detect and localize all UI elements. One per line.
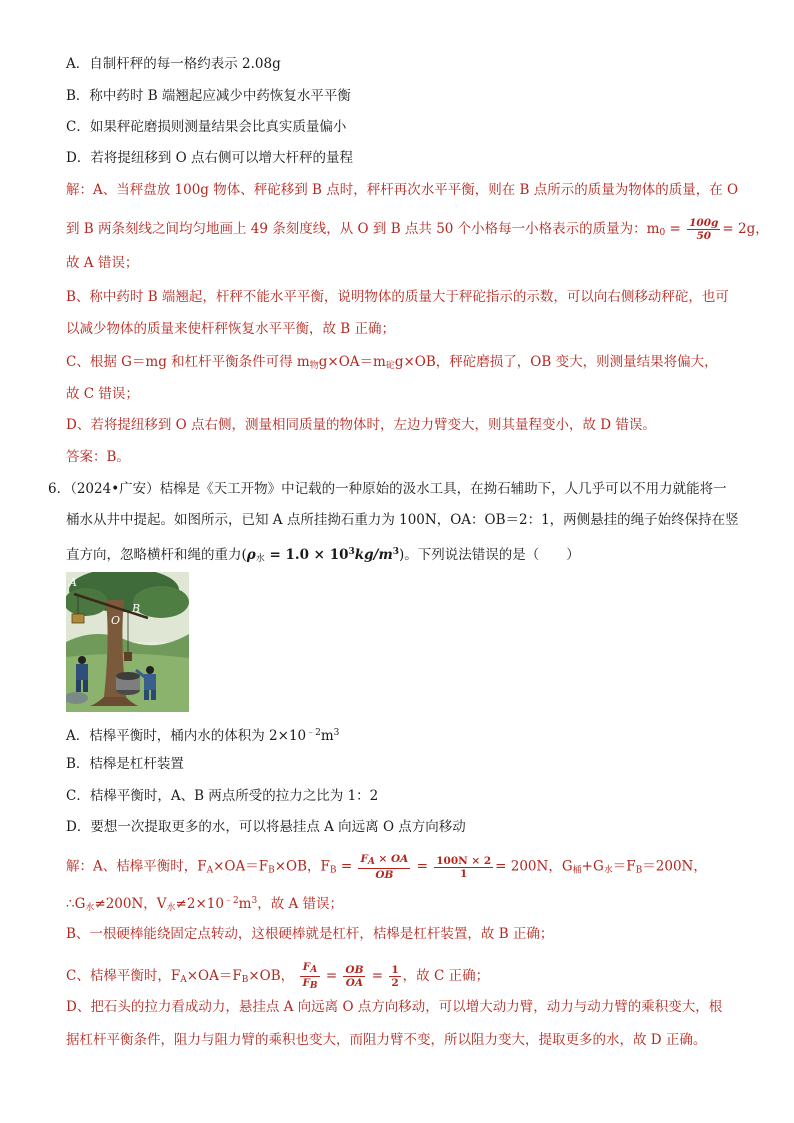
q5-a2-pre: 到 B 两条刻线之间均匀地画上 49 条刻度线，从 O 到 B 点共 50 个小格每一小格表示的质量为：m bbox=[66, 221, 660, 237]
sub: A bbox=[180, 975, 187, 985]
q6-a1-fraction1 bbox=[358, 853, 410, 881]
q5-option-b: B．称中药时 B 端翘起应减少中药恢复水平平衡 bbox=[66, 88, 351, 104]
q6-c1-m1: ×OA＝F bbox=[186, 968, 242, 984]
fraction-denominator: 1 bbox=[460, 867, 468, 880]
q5-c1-sub1: 物 bbox=[309, 361, 319, 371]
fraction-numerator: 100g bbox=[689, 217, 719, 229]
sub: B bbox=[635, 865, 643, 876]
q6-stem-line2: 桶水从井中提起。如图所示，已知 A 点所挂拗石重力为 100N，OA：OB＝2：1，两侧悬挂的绳子始终保持在竖 bbox=[66, 512, 739, 528]
rho-symbol: ρ bbox=[246, 547, 256, 563]
q6-stem3-post: )。下列说法错误的是（ ） bbox=[399, 547, 580, 563]
q5-c1-sub2: 砣 bbox=[385, 361, 395, 371]
sub: A bbox=[367, 857, 375, 867]
q5-solution-a-line3: 故 A 错误； bbox=[66, 255, 139, 271]
fraction-numerator: 1 bbox=[391, 964, 399, 976]
q6-stem3-unit-exp: 3 bbox=[392, 547, 400, 557]
q5-answer: 答案：B。 bbox=[66, 449, 130, 465]
q6-stem-line1: 6．（2024•广安）桔槔是《天工开物》中记载的一种原始的汲水工具，在拗石辅助下，人几乎可以不用力就能将一 bbox=[48, 481, 727, 497]
sub: A bbox=[206, 865, 214, 876]
q6-a1-post4: ＝200N， bbox=[642, 858, 707, 875]
q6-c1-post: ，故 C 正确； bbox=[402, 968, 490, 984]
point-o-label: O bbox=[111, 614, 121, 627]
sub: A bbox=[310, 965, 318, 975]
q5-a2-sub: 0 bbox=[659, 228, 666, 238]
q6-solution-a-line2 bbox=[66, 891, 343, 918]
q6-solution-d-line1: D、把石头的拉力看成动力，悬挂点 A 向远离 O 点方向移动，可以增大动力臂，动力与动力臂的乘积变大，根 bbox=[66, 999, 723, 1015]
q6-solution-a-line1 bbox=[66, 853, 707, 881]
sub: B bbox=[329, 865, 337, 876]
q5-option-d: D．若将提纽移到 O 点右侧可以增大杆秤的量程 bbox=[66, 150, 353, 166]
fraction-denominator: OA bbox=[345, 977, 364, 989]
q6-stem3-unit: kg/m bbox=[354, 547, 393, 563]
num-part: F bbox=[302, 961, 311, 973]
sub: B bbox=[241, 975, 249, 985]
q6-a-pre: A．桔槔平衡时，桶内水的体积为 2×10 bbox=[66, 728, 307, 744]
q6-stem3-eq: = 1.0 × 10 bbox=[264, 547, 349, 563]
q6-c1-pre: C、桔槔平衡时，F bbox=[66, 968, 181, 984]
q5-c1-post: g×OB，秤砣磨损了，OB 变大，则测量结果将偏大， bbox=[394, 354, 718, 370]
q5-c1-pre: C、根据 G＝mg 和杠杆平衡条件可得 m bbox=[66, 354, 310, 370]
fraction-numerator bbox=[300, 961, 319, 977]
fraction-denominator bbox=[300, 977, 319, 992]
sub: 水 bbox=[603, 865, 613, 876]
fraction-denominator: 50 bbox=[696, 230, 712, 242]
q5-option-c: C．如果秤砣磨损则测量结果会比真实质量偏小 bbox=[66, 119, 347, 135]
q6-option-b: B．桔槔是杠杆装置 bbox=[66, 756, 184, 772]
q6-a2-m1: ≠200N，V bbox=[94, 896, 167, 912]
equals-sign: = bbox=[340, 858, 353, 875]
q6-a1-fraction2 bbox=[434, 855, 493, 880]
q6-a2-m2: ≠2×10 bbox=[175, 896, 224, 912]
q5-solution-d-line1: D、若将提纽移到 O 点右侧，测量相同质量的物体时，左边力臂变大，则其量程变小，故 D 错误。 bbox=[66, 417, 656, 433]
q6-a1-post3: ＝F bbox=[612, 858, 636, 875]
fraction-numerator: 100N × 2 bbox=[436, 854, 492, 867]
q5-c1-mid: g×OA＝m bbox=[318, 354, 386, 370]
q6-solution-b: B、一根硬棒能绕固定点转动，这根硬棒就是杠杆，桔槔是杠杆装置，故 B 正确； bbox=[66, 926, 554, 942]
q6-a2-pre: ∴G bbox=[66, 896, 86, 912]
q5-solution-a-line2 bbox=[66, 217, 769, 243]
sup: ﹣2 bbox=[223, 896, 239, 906]
equals-sign: = bbox=[416, 858, 428, 875]
q6-c1-fraction3 bbox=[389, 964, 400, 989]
den-part: F bbox=[302, 977, 310, 989]
q5-solution-a-line1: 解：A、当秤盘放 100g 物体、秤砣移到 B 点时，秤杆再次水平平衡，则在 B 点所示的质量为物体的质量，在 O bbox=[66, 182, 739, 198]
q5-solution-b-line1: B、称中药时 B 端翘起，杆秤不能水平平衡，说明物体的质量大于秤砣指示的示数，可以向右侧移动秤砣，也可 bbox=[66, 289, 729, 305]
q6-c1-fraction2 bbox=[343, 964, 365, 989]
num-part: F bbox=[360, 853, 368, 865]
q6-a1-post1: = 200N，G bbox=[495, 858, 573, 875]
rho-sub: 水 bbox=[255, 554, 265, 564]
q6-stem3-exp: 3 bbox=[348, 547, 355, 557]
q6-stem3-pre: 直方向，忽略横杆和绳的重力( bbox=[66, 547, 247, 563]
q5-a2-fraction bbox=[687, 217, 720, 242]
sub: B bbox=[268, 865, 275, 876]
fraction-denominator: OB bbox=[375, 869, 394, 881]
q6-a-unit-exp: 3 bbox=[333, 728, 340, 738]
q5-solution-c-line1 bbox=[66, 352, 718, 376]
sub: 桶 bbox=[572, 865, 582, 876]
well-sweep-svg bbox=[66, 572, 189, 712]
equals-sign: = bbox=[371, 968, 384, 984]
q5-option-a: A．自制杆秤的每一格约表示 2.08g bbox=[66, 56, 281, 72]
q6-solution-c bbox=[66, 961, 489, 992]
q5-solution-c-line2: 故 C 错误； bbox=[66, 386, 139, 402]
q5-a2-post: = 2g， bbox=[722, 221, 769, 237]
fraction-numerator bbox=[358, 853, 410, 869]
point-a-label: A bbox=[69, 576, 77, 589]
q6-a1-post2: +G bbox=[581, 858, 604, 875]
q6-a1-pre: 解：A、桔槔平衡时，F bbox=[66, 858, 207, 875]
q6-c1-fraction1 bbox=[300, 961, 319, 992]
sup: 3 bbox=[251, 896, 258, 906]
q6-a1-m1: ×OA＝F bbox=[213, 858, 269, 875]
num-rest: × OA bbox=[374, 853, 409, 865]
q6-option-c: C．桔槔平衡时，A、B 两点所受的拉力之比为 1：2 bbox=[66, 788, 379, 804]
q6-a-exp: ﹣2 bbox=[306, 728, 321, 738]
q6-c1-m2: ×OB， bbox=[248, 968, 295, 984]
sub: 水 bbox=[166, 903, 176, 913]
q5-solution-b-line2: 以减少物体的质量来使杆秤恢复水平平衡，故 B 正确； bbox=[66, 321, 396, 337]
sub: 水 bbox=[85, 903, 95, 913]
fraction-numerator: OB bbox=[345, 964, 364, 976]
well-sweep-illustration bbox=[66, 572, 189, 712]
q6-a-unit: m bbox=[320, 728, 334, 744]
unit: m bbox=[238, 896, 252, 912]
q6-option-d: D．要想一次提取更多的水，可以将悬挂点 A 向远离 O 点方向移动 bbox=[66, 819, 466, 835]
q6-a2-post: ，故 A 错误； bbox=[257, 896, 344, 912]
sub: B bbox=[309, 981, 318, 991]
q6-a1-m2: ×OB，F bbox=[274, 858, 330, 875]
q6-option-a bbox=[66, 723, 339, 746]
equals-sign: = bbox=[669, 221, 681, 237]
q6-solution-d-line2: 据杠杆平衡条件，阻力与阻力臂的乘积也变大，而阻力臂不变，所以阻力变大，提取更多的水，故 D 正确。 bbox=[66, 1032, 707, 1048]
q6-stem-line3 bbox=[66, 542, 580, 569]
fraction-denominator: 2 bbox=[391, 977, 399, 989]
point-b-label: B bbox=[132, 602, 141, 615]
equals-sign: = bbox=[325, 968, 338, 984]
